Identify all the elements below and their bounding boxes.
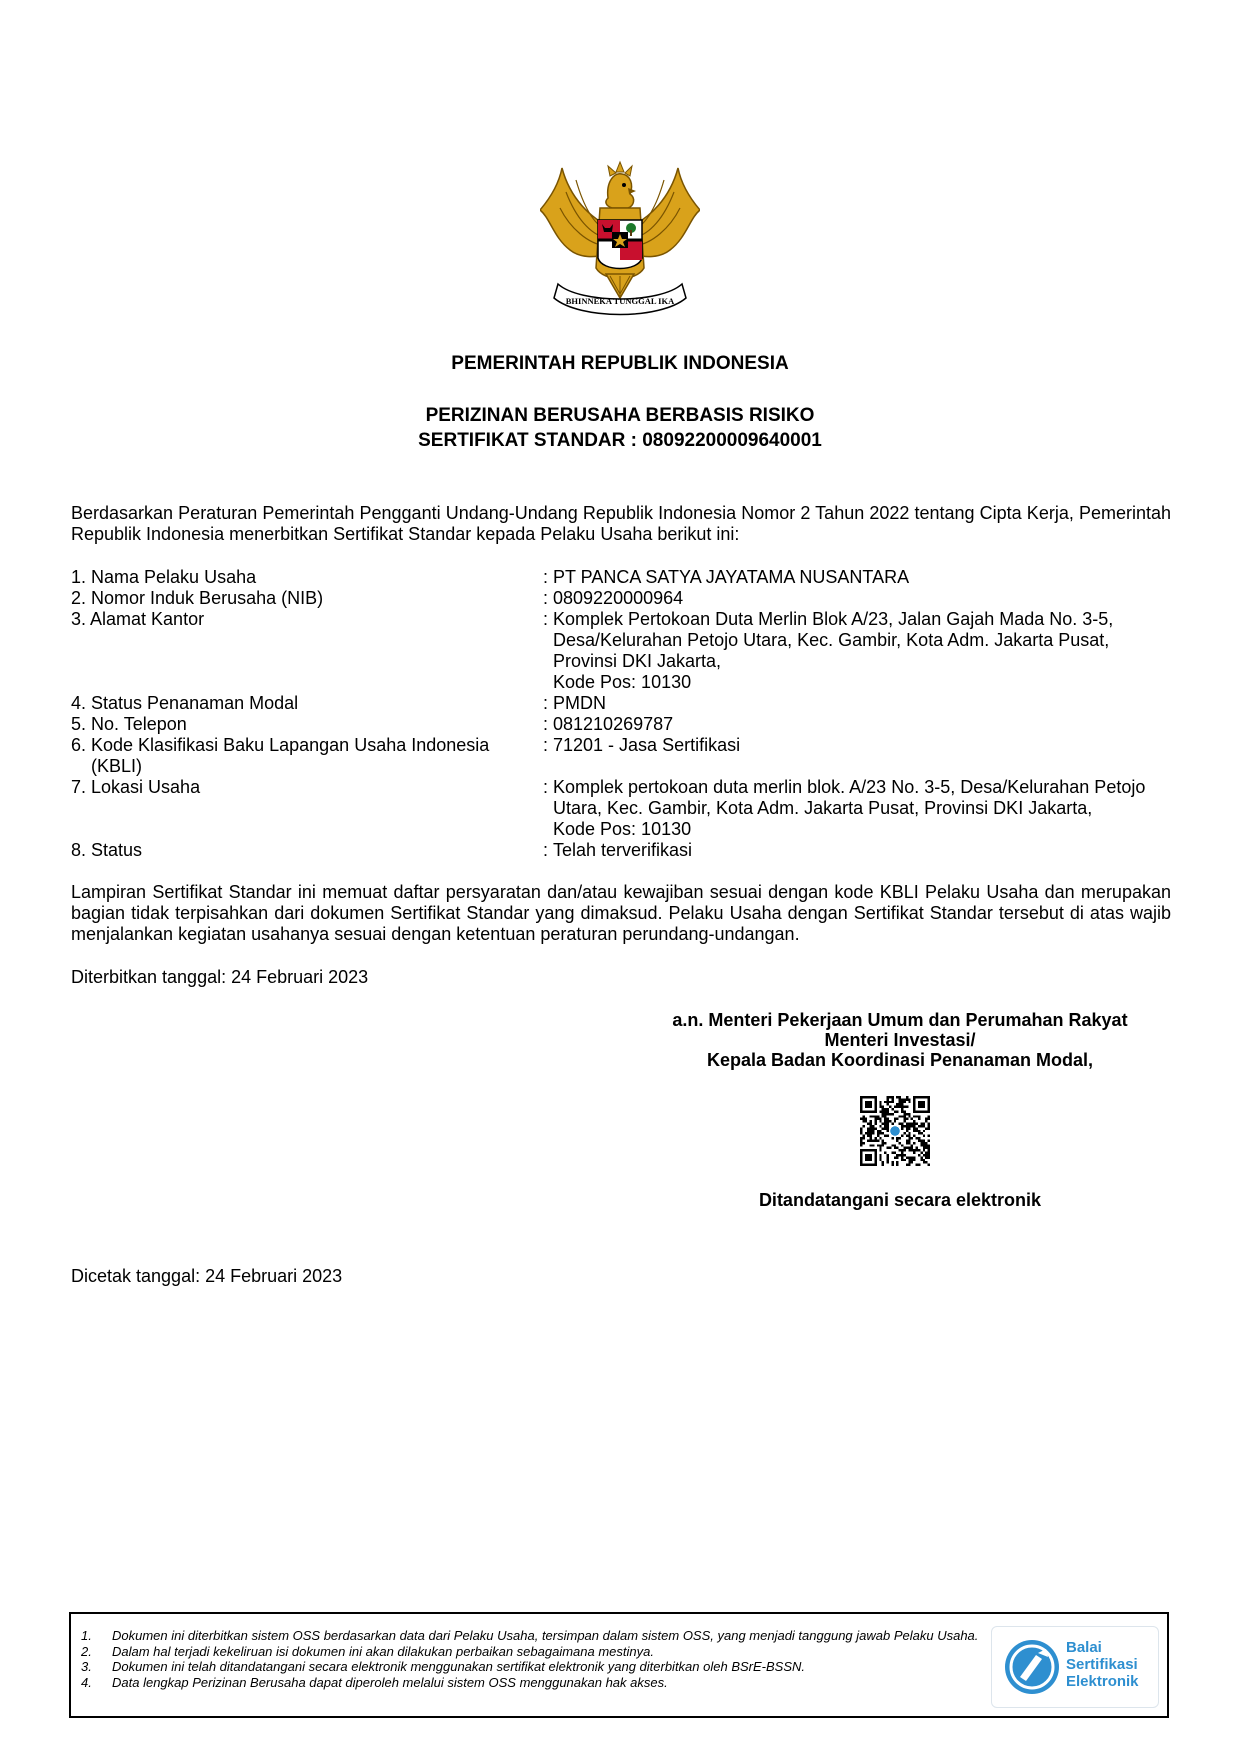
footer-notes-box bbox=[69, 1612, 1169, 1718]
footer-note-text: Data lengkap Perizinan Berusaha dapat diperoleh melalui sistem OSS menggunakan hak akses. bbox=[112, 1674, 668, 1690]
qr-code-icon bbox=[860, 1096, 930, 1166]
field-value: 0809220000964 bbox=[553, 588, 684, 608]
business-details bbox=[71, 567, 1171, 861]
printed-date: Dicetak tanggal: 24 Februari 2023 bbox=[71, 1266, 343, 1286]
field-value: 081210269787 bbox=[553, 714, 674, 734]
footer-notes bbox=[81, 1628, 981, 1690]
field-row bbox=[71, 609, 1171, 693]
emblem-motto: BHINNEKA TUNGGAL IKA bbox=[565, 296, 675, 306]
field-label: 5. No. Telepon bbox=[71, 714, 187, 734]
field-value: PMDN bbox=[553, 693, 606, 713]
bsre-logo-line-3: Elektronik bbox=[1066, 1673, 1139, 1690]
bsre-logo-text bbox=[1066, 1639, 1139, 1690]
footer-note-number: 4. bbox=[81, 1674, 92, 1690]
footer-note-number: 1. bbox=[81, 1628, 92, 1643]
field-value: PT PANCA SATYA JAYATAMA NUSANTARA bbox=[553, 567, 910, 587]
field-label: 7. Lokasi Usaha bbox=[71, 777, 201, 797]
issued-date: Diterbitkan tanggal: 24 Februari 2023 bbox=[71, 967, 369, 987]
field-colon: : bbox=[543, 609, 549, 629]
signer-block bbox=[620, 1010, 1180, 1070]
field-label: 4. Status Penanaman Modal bbox=[71, 693, 299, 713]
field-colon: : bbox=[543, 735, 549, 755]
field-colon: : bbox=[543, 588, 549, 608]
certificate-number: SERTIFIKAT STANDAR : 08092200009640001 bbox=[418, 430, 822, 451]
footer-note bbox=[81, 1628, 981, 1644]
signer-line-3: Kepala Badan Koordinasi Penanaman Modal, bbox=[706, 1050, 1094, 1070]
bsre-logo bbox=[991, 1626, 1159, 1708]
field-row bbox=[71, 588, 1171, 609]
field-label: 6. Kode Klasifikasi Baku Lapangan Usaha Indonesia (KBLI) bbox=[71, 735, 490, 776]
field-row bbox=[71, 735, 1171, 777]
bsre-seal-icon bbox=[1002, 1637, 1062, 1697]
garuda-pancasila-emblem bbox=[540, 158, 700, 326]
field-colon: : bbox=[543, 567, 549, 587]
attachment-paragraph: Lampiran Sertifikat Standar ini memuat daftar persyaratan dan/atau kewajiban sesuai dengan kode KBLI Pelaku Usaha dan merupakan bagian tidak terpisahkan dari dokumen Sertifikat Standar yang dimaksud. Pelaku Usaha dengan Sertifikat Standar tersebut di atas wajib menjalankan kegiatan usahanya sesuai dengan ketentuan peraturan perundang-undangan. bbox=[71, 882, 1171, 944]
field-row bbox=[71, 777, 1171, 840]
field-row bbox=[71, 693, 1171, 714]
footer-note-text: Dokumen ini diterbitkan sistem OSS berdasarkan data dari Pelaku Usaha, tersimpan dalam sistem OSS, yang menjadi tanggung jawab Pelaku Usaha. bbox=[112, 1628, 979, 1643]
bsre-logo-line-2: Sertifikasi bbox=[1066, 1656, 1138, 1673]
footer-note-number: 3. bbox=[81, 1659, 92, 1674]
field-colon: : bbox=[543, 693, 549, 713]
field-colon: : bbox=[543, 777, 549, 797]
field-label: 3. Alamat Kantor bbox=[71, 609, 205, 629]
footer-note bbox=[81, 1644, 981, 1660]
field-value: Telah terverifikasi bbox=[553, 840, 693, 860]
footer-note bbox=[81, 1675, 981, 1691]
signer-line-1: a.n. Menteri Pekerjaan Umum dan Perumahan Rakyat bbox=[672, 1010, 1128, 1030]
field-row bbox=[71, 840, 1171, 861]
footer-note-number: 2. bbox=[81, 1643, 92, 1659]
government-title: PEMERINTAH REPUBLIK INDONESIA bbox=[451, 353, 789, 374]
bsre-logo-line-1: Balai bbox=[1066, 1639, 1102, 1656]
field-row bbox=[71, 567, 1171, 588]
field-colon: : bbox=[543, 840, 549, 860]
footer-note-text: Dalam hal terjadi kekeliruan isi dokumen ini akan dilakukan perbaikan sebagaimana mestinya. bbox=[112, 1643, 654, 1659]
field-colon: : bbox=[543, 714, 549, 734]
field-label: 2. Nomor Induk Berusaha (NIB) bbox=[71, 588, 324, 608]
signer-line-2: Menteri Investasi/ bbox=[824, 1030, 976, 1050]
field-value: Komplek Pertokoan Duta Merlin Blok A/23, Jalan Gajah Mada No. 3-5, Desa/Kelurahan Petojo Utara, Kec. Gambir, Kota Adm. Jakarta Pusat, Provinsi DKI Jakarta, Kode Pos: 10130 bbox=[553, 609, 1114, 692]
field-row bbox=[71, 714, 1171, 735]
footer-note bbox=[81, 1659, 981, 1675]
footer-note-text: Dokumen ini telah ditandatangani secara elektronik menggunakan sertifikat elektronik yang diterbitkan oleh BSrE-BSSN. bbox=[112, 1659, 805, 1674]
certificate-heading bbox=[0, 403, 1240, 453]
electronic-signature-note: Ditandatangani secara elektronik bbox=[758, 1190, 1042, 1210]
field-value: 71201 - Jasa Sertifikasi bbox=[553, 735, 741, 755]
field-value: Komplek pertokoan duta merlin blok. A/23 No. 3-5, Desa/Kelurahan Petojo Utara, Kec. Gambir, Kota Adm. Jakarta Pusat, Provinsi DKI Jakarta, Kode Pos: 10130 bbox=[553, 777, 1146, 839]
field-label: 8. Status bbox=[71, 840, 143, 860]
field-label: 1. Nama Pelaku Usaha bbox=[71, 567, 257, 587]
intro-paragraph: Berdasarkan Peraturan Pemerintah Pengganti Undang-Undang Republik Indonesia Nomor 2 Tahun 2022 tentang Cipta Kerja, Pemerintah Republik Indonesia menerbitkan Sertifikat Standar kepada Pelaku Usaha berikut ini: bbox=[71, 503, 1171, 544]
permit-title: PERIZINAN BERUSAHA BERBASIS RISIKO bbox=[425, 405, 815, 426]
